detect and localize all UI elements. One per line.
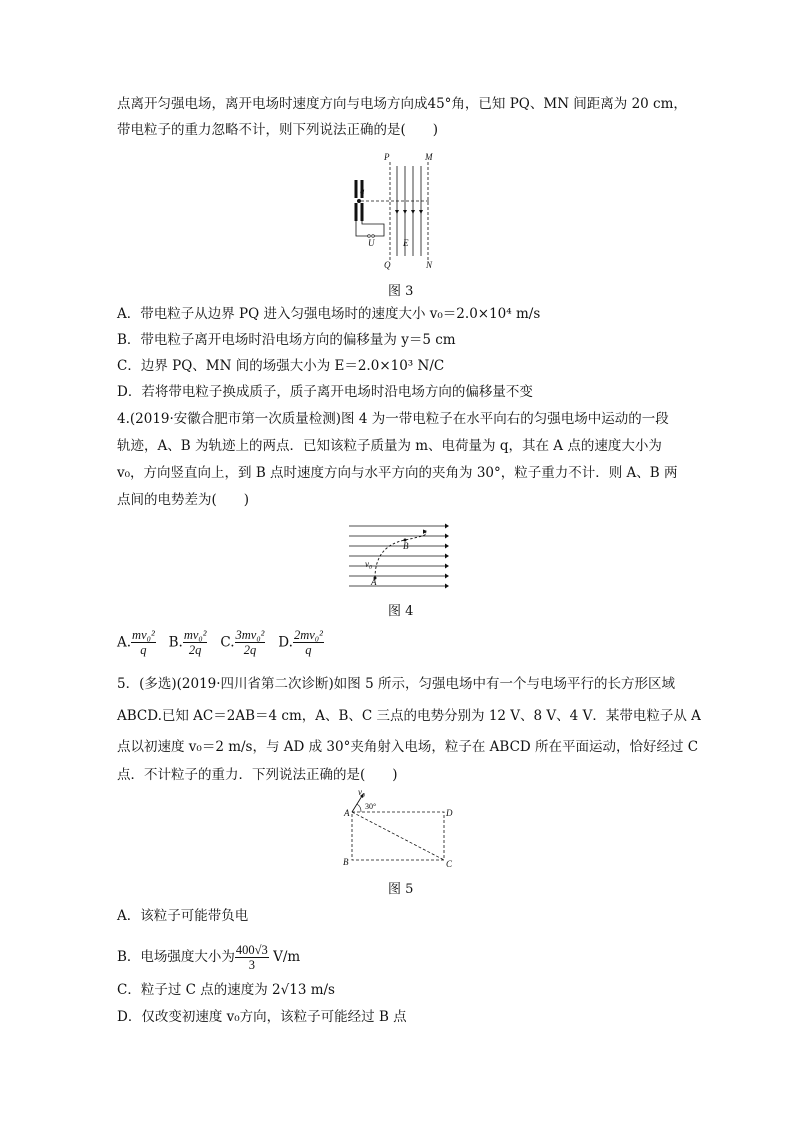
- q5-option-d: D．仅改变初速度 v₀方向，该粒子可能经过 B 点: [117, 1009, 407, 1025]
- fig4-label-A: A: [371, 577, 377, 587]
- q4-option-d-label: D.: [278, 634, 293, 651]
- q4-text-line-4: 点间的电势差为( ): [117, 492, 250, 508]
- q4-text-line-3: v₀，方向竖直向上，到 B 点时速度方向与水平方向的夹角为 30°，粒子重力不计．则 A、B 两: [117, 465, 678, 481]
- fig3-wire-right: [362, 221, 384, 236]
- fig5-diagonal-ac: [352, 812, 444, 860]
- q4-option-a-label: A.: [117, 634, 132, 651]
- q5-text-line-1: 5．(多选)(2019·四川省第二次诊断)如图 5 所示，匀强电场中有一个与电场平行的长方形区域: [117, 676, 675, 692]
- fig3-particle-a: [357, 199, 361, 203]
- q4-text-line-1: 4.(2019·安徽合肥市第一次质量检测)图 4 为一带电粒子在水平向右的匀强电场中运动的一段: [117, 411, 669, 427]
- figure-4-caption: 图 4: [388, 604, 414, 619]
- q5-text-line-3: 点以初速度 v₀＝2 m/s，与 AD 成 30°夹角射入电场，粒子在 ABCD 所在平面运动，恰好经过 C: [117, 739, 699, 755]
- q4-option-d-fraction: $\frac{\text{2mv₀²}}{q}$: [293, 628, 323, 657]
- q4-option-a-fraction: $\frac{\text{mv₀²}}{q}$: [132, 628, 155, 657]
- fig5-label-C: C: [446, 859, 453, 868]
- q3-option-d: D．若将带电粒子换成质子，质子离开电场时沿电场方向的偏移量不变: [117, 384, 533, 400]
- q4-option-b-fraction: $\frac{\text{mv₀²}}{2q}$: [183, 628, 207, 657]
- q5-option-b-fraction: $\frac{400√3}{3}$: [235, 943, 268, 972]
- q3-text-line-1: 点离开匀强电场，离开电场时速度方向与电场方向成45°角，已知 PQ、MN 间距离为 20 cm，: [117, 96, 687, 112]
- fig5-label-D: D: [446, 808, 453, 818]
- figure-5-caption: 图 5: [388, 882, 414, 897]
- figure-3: [340, 148, 450, 270]
- fig3-label-U: U: [368, 238, 375, 248]
- q4-option-c-label: C.: [220, 634, 235, 651]
- fig3-label-a: a: [360, 186, 365, 196]
- fig4-field-lines: [349, 526, 445, 586]
- q4-option-b-label: B.: [168, 634, 183, 651]
- q5-option-a: A．该粒子可能带负电: [117, 908, 249, 924]
- figure-5: [336, 788, 460, 868]
- fig3-label-M: M: [425, 152, 433, 162]
- fig4-trajectory: [375, 532, 426, 578]
- fig3-label-N: N: [426, 260, 433, 270]
- q3-option-c: C．边界 PQ、MN 间的场强大小为 E＝2.0×10³ N/C: [117, 358, 445, 374]
- fig4-label-B: B: [403, 541, 409, 551]
- fig3-label-E: E: [403, 238, 409, 248]
- q3-text-line-2: 带电粒子的重力忽略不计，则下列说法正确的是( ): [117, 122, 439, 138]
- fig4-label-v0: v₀: [365, 559, 373, 569]
- q4-options: [117, 628, 324, 657]
- q5-text-line-2: ABCD.已知 AC＝2AB＝4 cm，A、B、C 三点的电势分别为 12 V、8 V、4 V．某带电粒子从 A: [117, 708, 701, 724]
- q5-option-c: C．粒子过 C 点的速度为 2√13 m/s: [117, 982, 335, 998]
- q3-option-a: A．带电粒子从边界 PQ 进入匀强电场时的速度大小 v₀＝2.0×10⁴ m/s: [117, 306, 541, 322]
- q5-option-b: B．电场强度大小为 $\frac{400√3}{3}$ V/m: [117, 943, 301, 972]
- fig3-label-Q: Q: [384, 260, 391, 270]
- q4-text-line-2: 轨迹，A、B 为轨迹上的两点．已知该粒子质量为 m、电荷量为 q，其在 A 点的速度大小为: [117, 438, 662, 454]
- fig5-label-v0: v₀: [358, 788, 366, 797]
- q3-option-b: B．带电粒子离开电场时沿电场方向的偏移量为 y＝5 cm: [117, 332, 456, 348]
- fig5-label-angle: 30°: [365, 802, 377, 811]
- figure-4: [345, 520, 449, 592]
- q4-option-c-fraction: $\frac{\text{3mv₀²}}{2q}$: [235, 628, 265, 657]
- fig3-label-P: P: [384, 152, 390, 162]
- fig3-field-arrows: [395, 210, 423, 214]
- fig5-label-B: B: [343, 857, 349, 867]
- fig5-label-A: A: [344, 808, 350, 818]
- q5-text-line-4: 点．不计粒子的重力．下列说法正确的是( ): [117, 767, 398, 783]
- figure-3-caption: 图 3: [388, 284, 414, 299]
- fig3-field-lines: [397, 166, 421, 256]
- fig4-field-arrowheads: [445, 524, 449, 589]
